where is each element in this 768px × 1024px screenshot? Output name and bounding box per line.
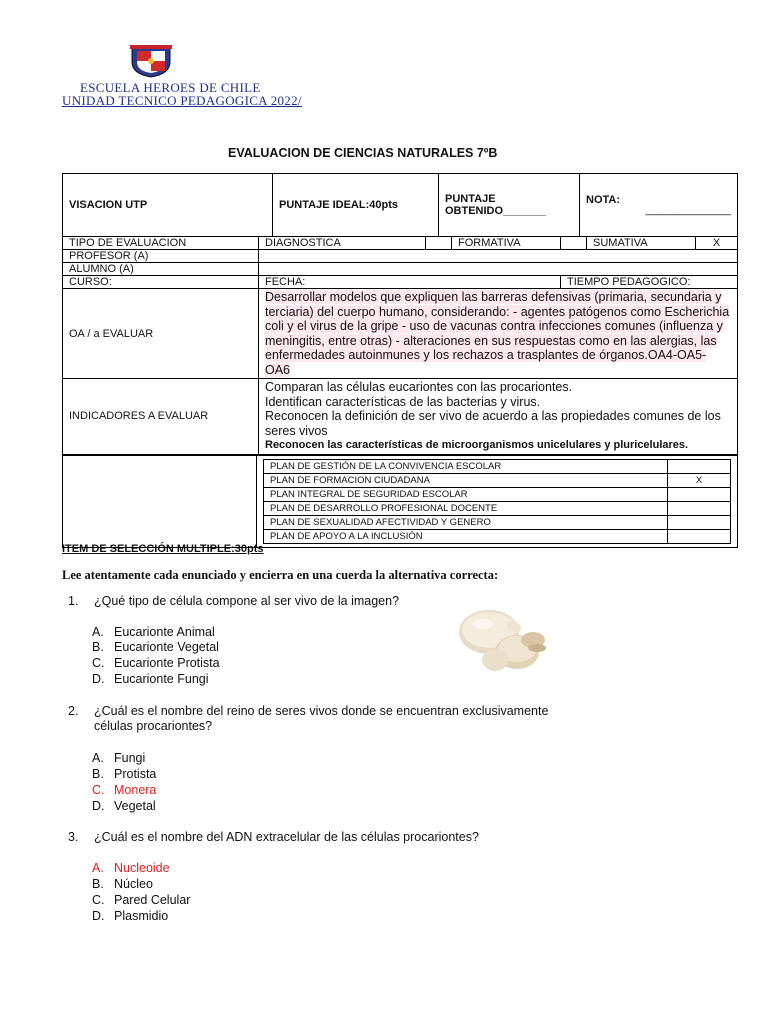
section-instruction: Lee atentamente cada enunciado y encierra en una cuerda la alternativa correcta: (62, 568, 499, 582)
section-heading: ITEM DE SELECCIÓN MULTIPLE:30pts (62, 543, 264, 555)
plan-checkbox[interactable] (668, 502, 731, 516)
diagnostica-label: DIAGNOSTICA (265, 237, 341, 249)
visacion-cell (63, 174, 273, 237)
sumativa-checkbox[interactable] (696, 237, 738, 250)
fecha-cell[interactable] (259, 276, 561, 289)
indicadores-label: INDICADORES A EVALUAR (69, 410, 209, 423)
option-letter: A. (92, 861, 104, 875)
sumativa-mark: X (712, 237, 721, 249)
page-title: EVALUACION DE CIENCIAS NATURALES 7ºB (228, 146, 498, 160)
option-text: Vegetal (114, 799, 156, 813)
school-crest-logo (128, 44, 174, 78)
formativa-checkbox[interactable] (561, 237, 587, 250)
puntaje-obtenido-cell (439, 174, 580, 237)
plans-blank-cell (63, 456, 257, 548)
formativa-label: FORMATIVA (458, 237, 521, 249)
question-text: ¿Cuál es el nombre del reino de seres vivos donde se encuentran exclusivamente (94, 704, 549, 718)
option-text: Monera (114, 783, 157, 797)
option-letter: C. (92, 893, 105, 907)
question-number: 2. (68, 704, 79, 718)
option-text: Núcleo (114, 877, 153, 891)
plans-list-cell (257, 456, 738, 548)
plans-table (62, 455, 738, 548)
fecha-label: FECHA: (265, 276, 306, 288)
oa-label: OA / a EVALUAR (69, 327, 154, 340)
option-letter: A. (92, 625, 104, 639)
question-3 (68, 830, 479, 844)
option-letter: A. (92, 751, 104, 765)
option-text: Fungi (114, 751, 146, 765)
option-text: Eucarionte Fungi (114, 672, 209, 686)
option-3b[interactable] (92, 877, 153, 891)
option-2b[interactable] (92, 767, 156, 781)
indicadores-label-cell (63, 379, 259, 455)
plan-name: PLAN DE GESTIÓN DE LA CONVIVENCIA ESCOLAR (264, 460, 668, 474)
oa-label-cell (63, 289, 259, 379)
option-text: Protista (114, 767, 157, 781)
option-3c[interactable] (92, 893, 190, 907)
question-1 (68, 594, 400, 608)
indicador-3: Reconocen la definición de ser vivo de acuerdo a las propiedades comunes de los seres vivos (265, 409, 721, 438)
question-2 (68, 704, 634, 733)
info-table (62, 236, 738, 455)
sumativa-label: SUMATIVA (593, 237, 648, 249)
sumativa-cell (587, 237, 696, 250)
indicador-4: Reconocen las características de microorganismos unicelulares y pluricelulares. (265, 439, 689, 451)
plan-checkbox[interactable] (668, 530, 731, 544)
option-letter: D. (92, 909, 105, 923)
puntaje-obtenido-label: PUNTAJE (445, 193, 496, 205)
indicadores-text-cell (259, 379, 738, 455)
plan-row (264, 502, 731, 516)
option-3a[interactable] (92, 861, 170, 875)
question-text-cont: células procariontes? (94, 719, 213, 733)
plan-row (264, 530, 731, 544)
question-text: ¿Qué tipo de célula compone al ser vivo de la imagen? (94, 594, 400, 608)
plan-row (264, 474, 731, 488)
option-letter: B. (92, 640, 104, 654)
option-text: Plasmidio (114, 909, 169, 923)
option-2c[interactable] (92, 783, 156, 797)
nota-cell (580, 174, 738, 237)
alumno-label: ALUMNO (A) (69, 263, 134, 275)
tipo-label-cell (63, 237, 259, 250)
alumno-label-cell (63, 263, 259, 276)
option-1d[interactable] (92, 672, 209, 686)
option-1b[interactable] (92, 640, 219, 654)
profesor-field[interactable] (259, 250, 738, 263)
alumno-field[interactable] (259, 263, 738, 276)
option-letter: B. (92, 767, 104, 781)
unit-name: UNIDAD TECNICO PEDAGOGICA 2022/ (62, 93, 302, 108)
question-number: 1. (68, 594, 79, 608)
puntaje-obtenido-field[interactable]: OBTENIDO_______ (445, 205, 546, 217)
question-number: 3. (68, 830, 79, 844)
option-letter: C. (92, 783, 105, 797)
indicador-1: Comparan las células eucariontes con las procariontes. (265, 380, 573, 394)
formativa-cell (452, 237, 561, 250)
option-1c[interactable] (92, 656, 220, 670)
option-2d[interactable] (92, 799, 156, 813)
tipo-label: TIPO DE EVALUACION (69, 237, 187, 249)
visacion-label: VISACION UTP (69, 199, 148, 211)
option-text: Eucarionte Animal (114, 625, 215, 639)
diagnostica-checkbox[interactable] (426, 237, 452, 250)
school-name: ESCUELA HEROES DE CHILE (80, 80, 261, 95)
mushroom-image (455, 602, 555, 674)
question-text: ¿Cuál es el nombre del ADN extracelular de las células procariontes? (94, 830, 479, 844)
plan-row (264, 460, 731, 474)
option-letter: D. (92, 672, 105, 686)
curso-cell[interactable] (63, 276, 259, 289)
option-text: Nucleoide (114, 861, 170, 875)
option-letter: C. (92, 656, 105, 670)
option-letter: B. (92, 877, 104, 891)
plan-checkbox[interactable] (668, 460, 731, 474)
option-3d[interactable] (92, 909, 168, 923)
plan-checkbox[interactable] (668, 488, 731, 502)
option-text: Eucarionte Protista (114, 656, 220, 670)
plan-name: PLAN DE DESARROLLO PROFESIONAL DOCENTE (264, 502, 668, 516)
plan-name: PLAN DE FORMACION CIUDADANA (264, 474, 668, 488)
oa-text: Desarrollar modelos que expliquen las barreras defensivas (primaria, secundaria y terciaria) del cuerpo humano, considerando: - agentes patógenos como Escherichia coli y el virus de la gripe - uso de vacunas contra infecciones comunes (influenza y meningitis, entre otras) - alteraciones en sus respuestas como en las alergias, las enfermedades autoinmunes y los rechazos a trasplantes de órganos.OA4-OA5-OA6 (265, 290, 730, 377)
oa-text-cell (259, 289, 738, 379)
plan-row (264, 488, 731, 502)
score-table (62, 173, 738, 237)
indicador-2: Identifican características de las bacterias y virus. (265, 394, 541, 409)
option-text: Pared Celular (114, 893, 191, 907)
nota-field[interactable]: ______________ (645, 204, 731, 216)
puntaje-ideal-cell (273, 174, 439, 237)
option-2a[interactable] (92, 751, 145, 765)
option-1a[interactable] (92, 625, 215, 639)
puntaje-ideal-label: PUNTAJE IDEAL:40pts (279, 199, 398, 211)
tiempo-label: TIEMPO PEDAGOGICO: (567, 276, 691, 288)
curso-label: CURSO: (69, 276, 112, 288)
plan-name: PLAN DE SEXUALIDAD AFECTIVIDAD Y GENERO (264, 516, 668, 530)
plan-checkbox[interactable] (668, 516, 731, 530)
nota-label: NOTA: (586, 194, 621, 206)
plans-subtable (263, 459, 731, 544)
option-text: Eucarionte Vegetal (114, 640, 219, 654)
plan-row (264, 516, 731, 530)
option-letter: D. (92, 799, 105, 813)
diagnostica-cell (259, 237, 426, 250)
plan-name: PLAN DE APOYO A LA INCLUSIÓN (264, 530, 668, 544)
plan-checkbox[interactable]: X (668, 474, 731, 488)
tiempo-cell[interactable] (561, 276, 738, 289)
profesor-label-cell (63, 250, 259, 263)
plan-name: PLAN INTEGRAL DE SEGURIDAD ESCOLAR (264, 488, 668, 502)
profesor-label: PROFESOR (A) (69, 250, 149, 262)
